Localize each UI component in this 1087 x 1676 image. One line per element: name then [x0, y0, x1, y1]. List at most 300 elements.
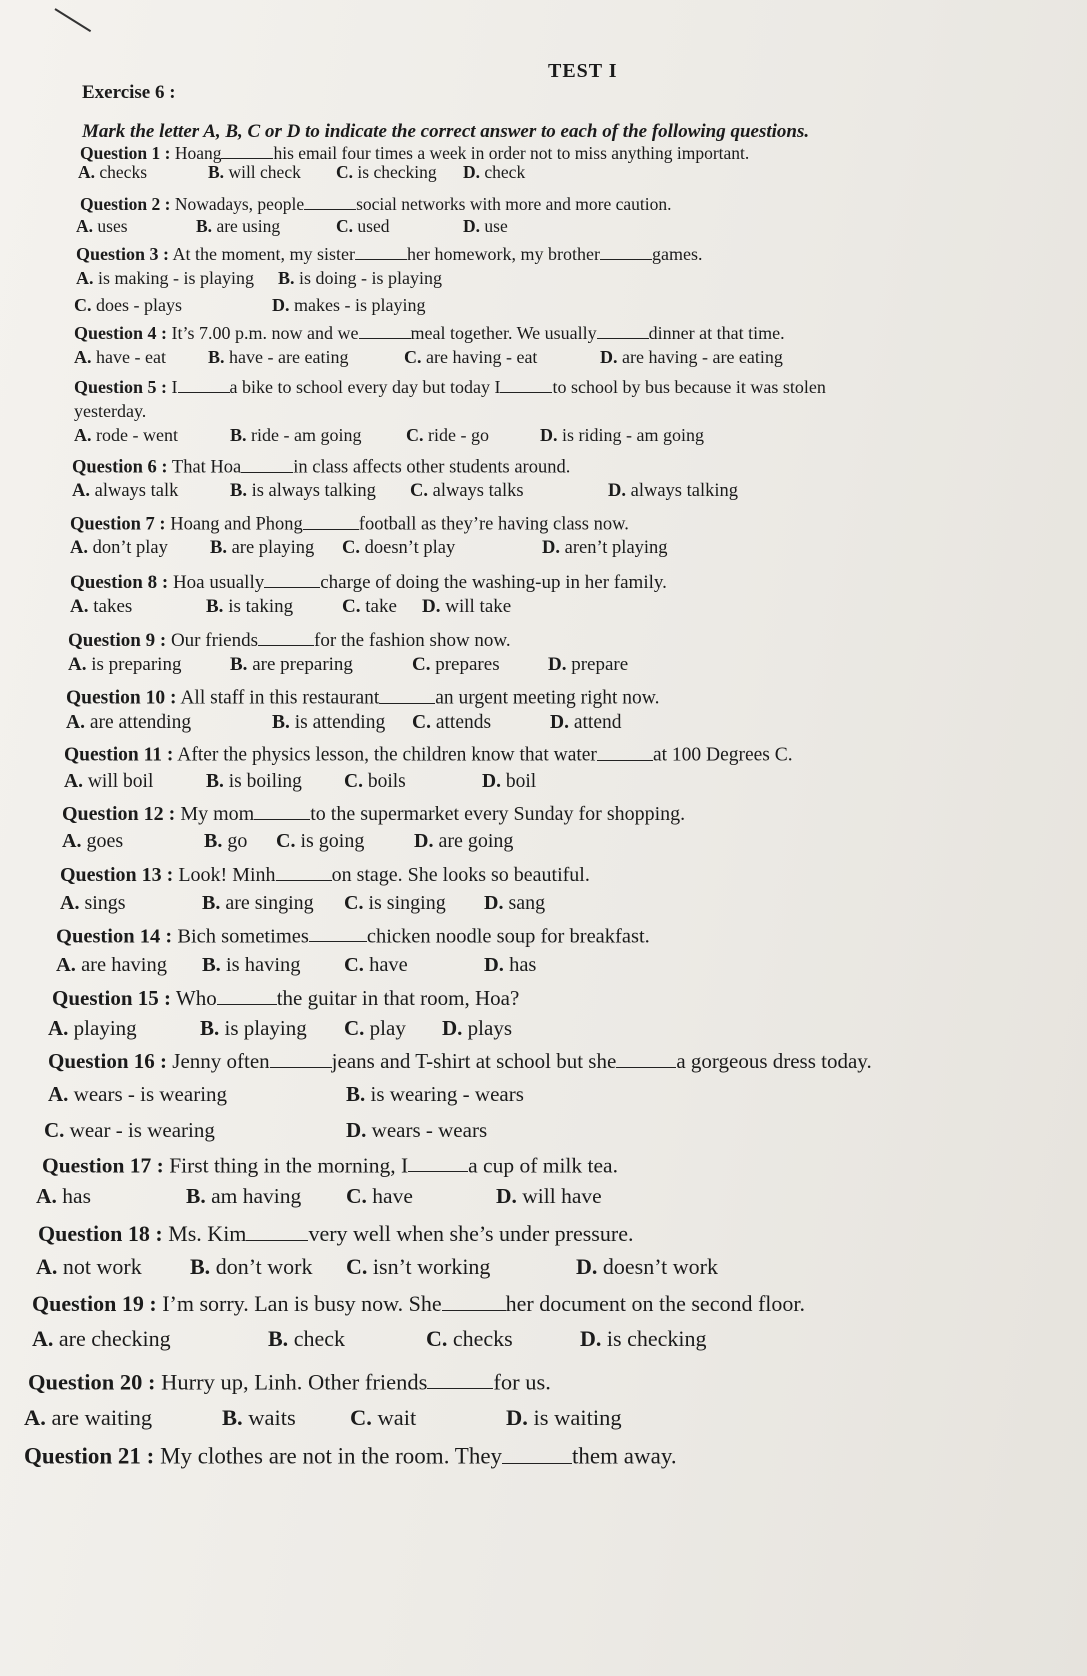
answer-blank[interactable]	[309, 923, 367, 942]
option-letter: B.	[230, 481, 247, 501]
option-letter: A.	[66, 712, 85, 733]
option-text: are having	[75, 954, 168, 976]
option-text: don’t play	[88, 538, 168, 558]
question-text: the guitar in that room, Hoa?	[276, 985, 520, 1010]
option-c[interactable]	[346, 1184, 413, 1209]
answer-blank[interactable]	[264, 570, 320, 588]
answer-blank[interactable]	[379, 685, 435, 704]
option-letter: B.	[196, 216, 213, 236]
answer-blank[interactable]	[241, 455, 293, 473]
option-a[interactable]	[68, 654, 181, 676]
option-letter: A.	[76, 268, 94, 288]
option-letter: D.	[463, 162, 481, 182]
question-text: chicken noodle soup for breakfast.	[366, 925, 650, 948]
option-text: are having - are eating	[617, 347, 783, 367]
option-text: is taking	[223, 596, 294, 617]
option-b[interactable]	[208, 162, 301, 183]
option-text: will check	[224, 162, 301, 182]
question-text: I’m sorry. Lan is busy now. She	[162, 1290, 442, 1316]
option-d[interactable]	[548, 654, 628, 676]
option-b[interactable]	[230, 654, 353, 676]
question-label: Question 4 :	[74, 323, 168, 344]
option-c[interactable]	[344, 771, 406, 793]
answer-blank[interactable]	[221, 142, 273, 159]
option-text: will have	[516, 1184, 602, 1208]
option-text: prepares	[430, 654, 500, 675]
option-d[interactable]	[272, 295, 425, 316]
option-letter: C.	[426, 1326, 448, 1351]
option-letter: B.	[200, 1016, 220, 1040]
instruction-text: Mark the letter A, B, C or D to indicate the correct answer to each of the following questions.	[82, 121, 810, 142]
option-letter: C.	[336, 162, 354, 182]
option-text: playing	[68, 1016, 137, 1040]
option-c[interactable]	[342, 596, 397, 618]
answer-blank[interactable]	[616, 1048, 676, 1068]
option-d[interactable]	[484, 892, 545, 915]
question-text: at 100 Degrees C.	[652, 744, 793, 766]
question-label: Question 20 :	[28, 1369, 156, 1395]
option-letter: C.	[336, 216, 354, 236]
option-b[interactable]	[230, 481, 376, 502]
question-text: for the fashion show now.	[314, 630, 511, 652]
option-text: have	[366, 1184, 413, 1208]
option-c[interactable]	[344, 1016, 406, 1041]
option-text: goes	[81, 830, 124, 852]
question-label: Question 17 :	[42, 1153, 164, 1178]
option-letter: B.	[222, 1405, 243, 1430]
option-letter: B.	[230, 425, 247, 445]
question-label: Question 6 :	[72, 457, 168, 478]
question-18	[38, 1220, 633, 1247]
question-label: Question 5 :	[74, 377, 168, 398]
option-c[interactable]	[344, 892, 446, 915]
question-text: Who	[175, 985, 217, 1010]
option-letter: B.	[210, 538, 227, 558]
option-letter: C.	[410, 481, 428, 501]
option-letter: B.	[346, 1082, 366, 1106]
question-14	[56, 923, 650, 948]
question-3	[76, 243, 702, 265]
question-10	[66, 685, 659, 710]
option-text: is making - is playing	[93, 268, 254, 288]
option-letter: C.	[344, 892, 364, 914]
option-c[interactable]	[336, 216, 389, 237]
option-b[interactable]	[186, 1184, 301, 1209]
option-text: prepare	[566, 654, 629, 675]
question-label: Question 12 :	[62, 803, 176, 825]
question-11	[64, 742, 793, 767]
option-b[interactable]	[278, 268, 442, 289]
answer-blank[interactable]	[502, 1442, 572, 1464]
option-letter: B.	[190, 1254, 211, 1279]
option-a[interactable]	[32, 1326, 171, 1352]
answer-blank[interactable]	[408, 1152, 468, 1172]
question-label: Question 9 :	[68, 630, 167, 652]
option-letter: C.	[344, 1016, 365, 1040]
question-label: Question 8 :	[70, 572, 169, 594]
option-letter: A.	[48, 1082, 69, 1106]
option-text: are preparing	[247, 654, 353, 675]
option-c[interactable]	[406, 425, 489, 446]
answer-blank[interactable]	[178, 376, 230, 393]
option-text: is playing	[219, 1016, 307, 1040]
option-letter: A.	[74, 425, 92, 445]
option-a[interactable]	[56, 954, 167, 977]
option-b[interactable]	[206, 596, 293, 618]
option-c[interactable]	[404, 347, 537, 368]
option-b[interactable]	[196, 216, 280, 237]
option-text: is boiling	[223, 771, 302, 792]
option-c[interactable]	[412, 654, 500, 676]
question-text: charge of doing the washing-up in her family.	[320, 572, 667, 594]
question-20	[28, 1368, 551, 1395]
option-text: don’t work	[210, 1254, 313, 1279]
option-b[interactable]	[230, 425, 362, 446]
option-b[interactable]	[202, 892, 314, 915]
option-letter: D.	[484, 892, 504, 914]
question-text: dinner at that time.	[648, 323, 785, 344]
option-letter: D.	[540, 425, 558, 445]
option-text: are playing	[226, 538, 315, 558]
question-text: an urgent meeting right now.	[435, 687, 660, 709]
question-label: Question 7 :	[70, 514, 166, 535]
question-4	[74, 322, 785, 344]
question-text: Hoa usually	[172, 572, 265, 594]
question-text: a gorgeous dress today.	[676, 1048, 872, 1073]
option-letter: D.	[442, 1016, 463, 1040]
option-b[interactable]	[206, 771, 302, 793]
option-a[interactable]	[36, 1184, 91, 1209]
option-c[interactable]	[410, 481, 524, 502]
option-b[interactable]	[204, 830, 247, 853]
option-a[interactable]	[48, 1016, 137, 1041]
option-letter: D.	[414, 830, 434, 852]
option-letter: A.	[64, 771, 83, 792]
option-text: take	[360, 596, 397, 617]
question-text: meal together. We usually	[410, 323, 597, 344]
question-label: Question 1 :	[80, 142, 171, 163]
question-text: Nowadays, people	[174, 193, 305, 214]
option-text: doesn’t work	[597, 1254, 718, 1279]
question-12	[62, 801, 685, 826]
option-text: is checking	[353, 162, 437, 182]
option-a[interactable]	[36, 1254, 142, 1280]
option-text: checks	[447, 1326, 513, 1351]
option-letter: B.	[206, 771, 224, 792]
option-text: play	[364, 1016, 406, 1040]
option-c[interactable]	[412, 712, 491, 734]
question-text: to the supermarket every Sunday for shopping.	[310, 803, 686, 825]
answer-blank[interactable]	[500, 376, 552, 393]
option-c[interactable]	[426, 1326, 513, 1352]
question-text: First thing in the morning, I	[169, 1153, 409, 1178]
option-c[interactable]	[344, 954, 408, 977]
option-text: is singing	[363, 892, 446, 914]
option-letter: A.	[48, 1016, 69, 1040]
option-text: rode - went	[91, 425, 178, 445]
question-text: Hoang	[174, 142, 222, 163]
option-d[interactable]	[346, 1118, 487, 1143]
option-text: go	[222, 830, 248, 852]
question-text: All staff in this restaurant	[180, 687, 380, 709]
answer-blank[interactable]	[304, 193, 356, 210]
question-17	[42, 1152, 618, 1178]
answer-blank[interactable]	[442, 1290, 506, 1311]
question-text: That Hoa	[171, 457, 242, 478]
option-letter: C.	[404, 347, 422, 367]
option-letter: A.	[36, 1184, 57, 1208]
option-text: sings	[79, 892, 126, 914]
option-a[interactable]	[72, 481, 178, 502]
option-letter: D.	[346, 1118, 367, 1142]
option-text: is waiting	[527, 1405, 622, 1430]
question-21	[24, 1442, 677, 1470]
option-d[interactable]	[580, 1326, 706, 1352]
option-text: wait	[371, 1405, 417, 1430]
option-a[interactable]	[74, 347, 166, 368]
option-text: aren’t playing	[560, 538, 668, 558]
option-text: are having - eat	[421, 347, 538, 367]
answer-blank[interactable]	[217, 985, 277, 1005]
option-text: is having	[220, 954, 301, 976]
option-c[interactable]	[336, 162, 437, 183]
option-text: is preparing	[86, 654, 182, 675]
option-text: are waiting	[45, 1405, 153, 1430]
option-text: does - plays	[91, 295, 182, 315]
option-letter: D.	[484, 954, 504, 976]
option-d[interactable]	[463, 162, 525, 183]
option-text: is attending	[289, 712, 386, 733]
option-letter: D.	[576, 1254, 598, 1279]
option-d[interactable]	[414, 830, 513, 853]
option-letter: A.	[60, 892, 80, 914]
option-b[interactable]	[222, 1405, 296, 1431]
option-a[interactable]	[62, 830, 123, 853]
option-a[interactable]	[66, 712, 191, 734]
option-letter: A.	[32, 1326, 54, 1351]
question-text: very well when she’s under pressure.	[308, 1220, 634, 1246]
option-text: doesn’t play	[360, 538, 456, 558]
option-text: plays	[462, 1016, 512, 1040]
option-text: will take	[440, 596, 512, 617]
option-d[interactable]	[608, 481, 738, 502]
option-text: are using	[212, 216, 281, 236]
answer-blank[interactable]	[254, 801, 310, 820]
question-label: Question 10 :	[66, 687, 177, 709]
option-text: has	[503, 954, 537, 976]
option-letter: B.	[206, 596, 224, 617]
option-letter: D.	[580, 1326, 602, 1351]
option-d[interactable]	[442, 1016, 512, 1041]
option-letter: C.	[44, 1118, 65, 1142]
question-text: in class affects other students around.	[293, 457, 571, 478]
option-b[interactable]	[208, 347, 348, 368]
option-d[interactable]	[463, 216, 508, 237]
option-c[interactable]	[350, 1405, 416, 1431]
option-text: is always talking	[246, 481, 376, 501]
question-text: I	[171, 377, 178, 398]
question-text: his email four times a week in order not to miss anything important.	[273, 142, 750, 163]
answer-blank[interactable]	[270, 1048, 332, 1068]
option-letter: B.	[272, 712, 290, 733]
question-7	[70, 512, 629, 536]
option-c[interactable]	[74, 295, 182, 316]
option-b[interactable]	[346, 1082, 524, 1107]
option-b[interactable]	[210, 538, 314, 559]
question-label: Question 15 :	[52, 985, 172, 1010]
option-letter: D.	[496, 1184, 517, 1208]
question-label: Question 3 :	[76, 244, 170, 265]
question-text: My clothes are not in the room. They	[160, 1443, 503, 1469]
question-text: After the physics lesson, the children know that water	[177, 744, 597, 766]
question-label: Question 2 :	[80, 193, 171, 214]
question-text: football as they’re having class now.	[358, 514, 629, 535]
question-text: her document on the second floor.	[505, 1290, 806, 1316]
option-d[interactable]	[422, 596, 511, 618]
question-text: Hurry up, Linh. Other friends	[161, 1369, 428, 1395]
option-b[interactable]	[268, 1326, 345, 1352]
option-letter: C.	[344, 771, 363, 792]
option-letter: C.	[346, 1254, 368, 1279]
option-d[interactable]	[506, 1405, 622, 1431]
option-a[interactable]	[76, 268, 254, 289]
question-16	[48, 1048, 872, 1074]
option-c[interactable]	[276, 830, 364, 853]
option-text: boil	[500, 771, 537, 792]
answer-blank[interactable]	[597, 322, 649, 339]
option-letter: B.	[208, 347, 225, 367]
option-text: is going	[295, 830, 365, 852]
question-13	[60, 862, 590, 887]
option-text: wears - is wearing	[68, 1082, 228, 1106]
option-c[interactable]	[346, 1254, 490, 1280]
question-text: Jenny often	[172, 1048, 270, 1073]
answer-blank[interactable]	[276, 862, 332, 881]
answer-blank[interactable]	[303, 512, 359, 530]
option-text: have - are eating	[224, 347, 349, 367]
option-d[interactable]	[482, 771, 536, 793]
answer-blank[interactable]	[427, 1368, 493, 1389]
question-2	[80, 193, 672, 215]
test-title: TEST I	[548, 60, 618, 82]
option-letter: D.	[608, 481, 626, 501]
answer-blank[interactable]	[258, 628, 314, 646]
option-a[interactable]	[24, 1405, 152, 1431]
question-label: Question 13 :	[60, 864, 174, 886]
option-text: use	[480, 216, 508, 236]
answer-blank[interactable]	[355, 243, 407, 260]
option-text: always talk	[90, 481, 179, 501]
option-b[interactable]	[200, 1016, 307, 1041]
option-text: is checking	[601, 1326, 707, 1351]
option-a[interactable]	[70, 596, 132, 618]
option-letter: A.	[72, 481, 90, 501]
option-letter: D.	[463, 216, 481, 236]
option-letter: B.	[230, 654, 248, 675]
option-a[interactable]	[64, 771, 153, 793]
option-a[interactable]	[76, 216, 128, 237]
option-c[interactable]	[342, 538, 455, 559]
option-b[interactable]	[202, 954, 301, 977]
option-letter: A.	[70, 538, 88, 558]
option-letter: D.	[272, 295, 290, 315]
option-letter: B.	[202, 892, 221, 914]
answer-blank[interactable]	[359, 322, 411, 339]
question-text: her homework, my brother	[407, 244, 600, 265]
question-text: My mom	[180, 803, 255, 825]
option-d[interactable]	[542, 538, 668, 559]
option-a[interactable]	[48, 1082, 227, 1107]
question-label: Question 11 :	[64, 744, 174, 766]
option-letter: D.	[600, 347, 618, 367]
option-a[interactable]	[74, 425, 178, 446]
option-text: not work	[57, 1254, 142, 1279]
answer-blank[interactable]	[246, 1220, 308, 1241]
option-a[interactable]	[60, 892, 126, 915]
option-d[interactable]	[576, 1254, 718, 1280]
option-letter: B.	[204, 830, 223, 852]
option-letter: D.	[506, 1405, 528, 1430]
option-text: is doing - is playing	[294, 268, 443, 288]
option-text: attend	[568, 712, 622, 733]
option-d[interactable]	[484, 954, 536, 977]
option-text: are going	[433, 830, 514, 852]
option-text: will boil	[82, 771, 154, 792]
option-text: check	[480, 162, 526, 182]
question-text: games.	[651, 244, 703, 265]
option-text: always talks	[428, 481, 524, 501]
option-letter: A.	[70, 596, 89, 617]
option-text: ride - go	[423, 425, 489, 445]
question-text: jeans and T-shirt at school but she	[331, 1048, 617, 1073]
option-d[interactable]	[600, 347, 783, 368]
option-letter: B.	[202, 954, 221, 976]
option-letter: B.	[186, 1184, 206, 1208]
option-a[interactable]	[70, 538, 168, 559]
option-text: have - eat	[91, 347, 166, 367]
option-letter: C.	[344, 954, 364, 976]
question-text: them away.	[572, 1443, 677, 1469]
exercise-heading: Exercise 6 :	[82, 82, 176, 103]
option-letter: A.	[74, 347, 92, 367]
option-d[interactable]	[540, 425, 704, 446]
option-text: check	[288, 1326, 345, 1351]
question-6	[72, 455, 570, 479]
option-letter: A.	[68, 654, 87, 675]
option-text: takes	[88, 596, 133, 617]
option-d[interactable]	[550, 712, 622, 734]
answer-blank[interactable]	[597, 742, 653, 761]
question-text: social networks with more and more caution.	[356, 193, 672, 214]
question-text: Look! Minh	[178, 864, 276, 886]
option-letter: B.	[268, 1326, 289, 1351]
option-d[interactable]	[496, 1184, 602, 1209]
question-label: Question 18 :	[38, 1220, 163, 1246]
answer-blank[interactable]	[600, 243, 652, 260]
option-a[interactable]	[78, 162, 147, 183]
question-text: At the moment, my sister	[172, 244, 356, 265]
option-text: used	[353, 216, 390, 236]
option-text: wears - wears	[366, 1118, 488, 1142]
option-text: are attending	[84, 712, 192, 733]
option-text: have	[363, 954, 408, 976]
option-b[interactable]	[272, 712, 385, 734]
question-15	[52, 985, 519, 1011]
option-b[interactable]	[190, 1254, 312, 1280]
option-c[interactable]	[44, 1118, 215, 1143]
question-text: Bich sometimes	[177, 925, 309, 948]
option-letter: A.	[78, 162, 96, 182]
